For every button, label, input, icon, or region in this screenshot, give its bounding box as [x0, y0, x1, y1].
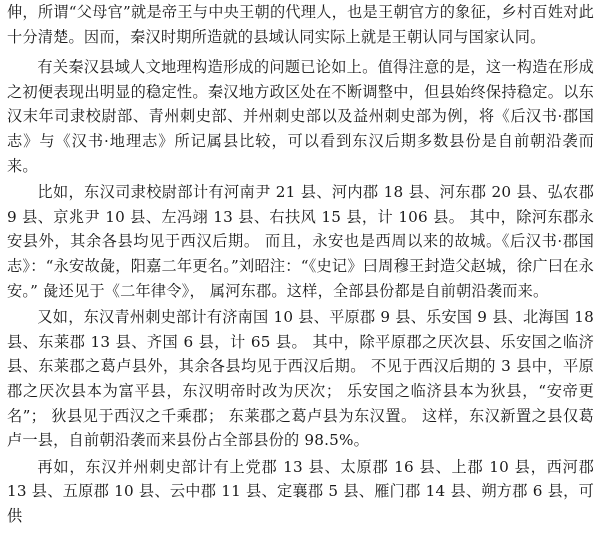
paragraph-continuation: 伸，所谓“父母官”就是帝王与中央王朝的代理人，也是王朝官方的象征，乡村百姓对此十分清楚。因而，秦汉时期所造就的县域认同实际上就是王朝认同与国家认同。 — [7, 3, 594, 46]
paragraph-bingzhou-example: 再如，东汉并州刺史部计有上党郡 13 县、太原郡 16 县、上郡 10 县，西河郡 13 县、五原郡 10 县、云中郡 11 县、定襄郡 5 县、雁门郡 14 县、朔方郡 6 县，可供 — [7, 457, 594, 525]
paragraph-sili-example: 比如，东汉司隶校尉部计有河南尹 21 县、河内郡 18 县、河东郡 20 县、弘农郡 9 县、京兆尹 10 县、左冯翊 13 县、右扶风 15 县，计 106 县。 其中，除河东郡永安县外，其余各县均见于西汉后期。 而且，永安也是西周以来的故城。《后汉书·郡国志》：“永安故彘，阳嘉二年更名。”刘昭注：“《史记》曰周穆王封造父赵城，徐广曰在永安。” 彘还见于《二年律令》， 属河东郡。这样，全部县份都是自前朝沿袭而来。 — [7, 183, 594, 300]
paragraph-stability-intro: 有关秦汉县域人文地理构造形成的问题已论如上。值得注意的是，这一构造在形成之初便表现出明显的稳定性。秦汉地方政区处在不断调整中，但县始终保持稳定。以东汉末年司隶校尉部、青州刺史部、并州刺史部以及益州刺史部为例，将《后汉书·郡国志》与《汉书·地理志》所记属县比较，可以看到东汉后期多数县份是自前朝沿袭而来。 — [7, 58, 594, 175]
paragraph-qingzhou-example: 又如，东汉青州刺史部计有济南国 10 县、平原郡 9 县、乐安国 9 县、北海国 18 县、东莱郡 13 县、齐国 6 县，计 65 县。 其中，除平原郡之厌次县、乐安国之临济县、东莱郡之葛卢县外，其余各县均见于西汉后期。 不见于西汉后期的 3 县中，平原郡之厌次县本为富平县，东汉明帝时改为厌次； 乐安国之临济县本为狄县，“安帝更名”； 狄县见于西汉之千乘郡； 东莱郡之葛卢县为东汉置。 这样，东汉新置之县仅葛卢一县，自前朝沿袭而来县份占全部县份的 98.5%。 — [7, 308, 594, 450]
